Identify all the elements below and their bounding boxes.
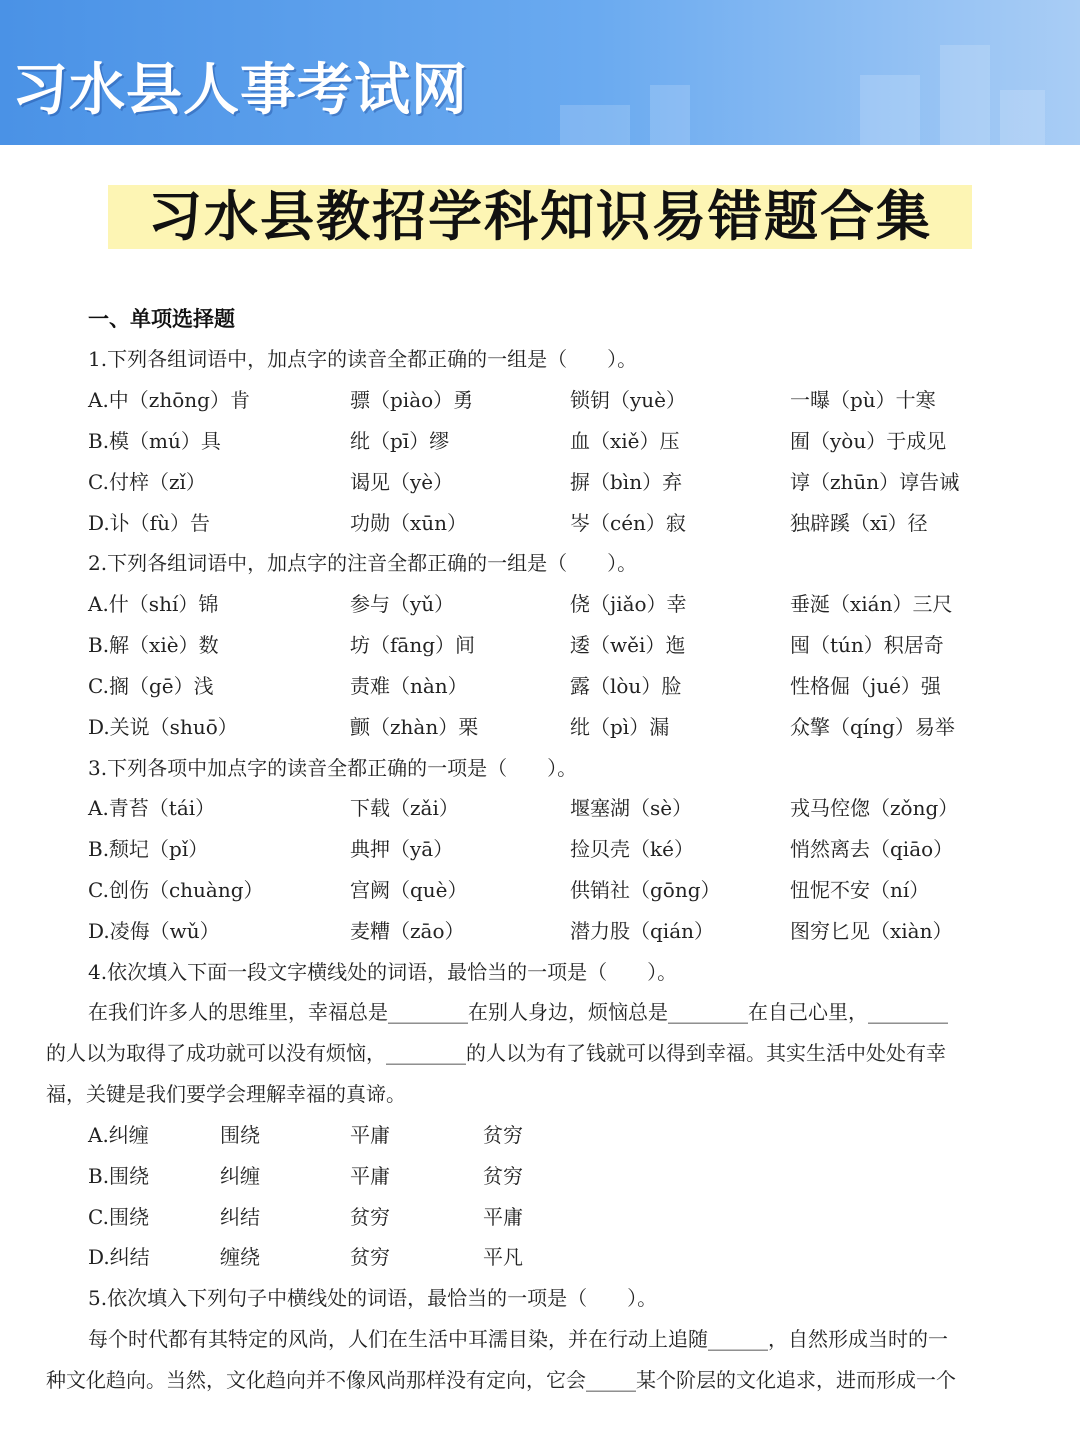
q4-option-a-item: 平庸 [350,1123,390,1147]
skyline-decoration [1000,90,1045,145]
q4-option-c-item: 纠结 [220,1205,260,1229]
q1-option-c-item: 摒（bìn）弃 [570,470,683,494]
question-4-stem: 4.依次填入下面一段文字横线处的词语，最恰当的一项是（ ）。 [88,960,678,984]
q3-option-d-item: 麦糟（zāo） [350,919,465,943]
q4-option-c-item: 贫穷 [350,1205,390,1229]
q4-option-d-item: 平凡 [483,1245,523,1269]
q1-option-c-item: 谒见（yè） [350,470,454,494]
q3-option-a-item: 下载（zǎi） [350,796,459,820]
q2-option-d: D.关说（shuō） [88,715,238,739]
q3-option-b-item: 悄然离去（qiāo） [790,837,954,861]
q4-option-b-item: 平庸 [350,1164,390,1188]
q5-passage-line: 种文化趋向。当然，文化趋向并不像风尚那样没有定向，它会_____某个阶层的文化追求，进而形成一个 [46,1368,956,1392]
q2-option-d-item: 众擎（qíng）易举 [790,715,955,739]
q1-option-d: D.讣（fù）告 [88,511,210,535]
q2-option-b: B.解（xiè）数 [88,633,219,657]
q2-option-c: C.搁（gē）浅 [88,674,214,698]
q1-option-a-item: 骠（piào）勇 [350,388,474,412]
q3-option-a: A.青苔（tái） [88,796,216,820]
q4-option-a-item: 贫穷 [483,1123,523,1147]
q4-option-d-item: 贫穷 [350,1245,390,1269]
q4-option-d-item: 缠绕 [220,1245,260,1269]
q4-passage-line: 的人以为取得了成功就可以没有烦恼，________的人以为有了钱就可以得到幸福。其实生活中处处有幸 [46,1041,946,1065]
skyline-decoration [860,75,920,145]
q4-option-c-item: 平庸 [483,1205,523,1229]
q2-option-b-item: 坊（fāng）间 [350,633,476,657]
q3-option-d-item: 潜力股（qián） [570,919,715,943]
q2-option-a: A.什（shí）锦 [88,592,219,616]
skyline-decoration [650,85,690,145]
q4-passage-line: 在我们许多人的思维里，幸福总是________在别人身边，烦恼总是________在自己心里，________ [88,1000,948,1024]
site-title: 习水县人事考试网 [12,58,468,123]
q3-option-d-item: 图穷匕见（xiàn） [790,919,953,943]
q1-option-a-item: 锁钥（yuè） [570,388,687,412]
header-banner [0,0,1080,145]
q3-option-a-item: 戎马倥偬（zǒng） [790,796,959,820]
q2-option-d-item: 纰（pì）漏 [570,715,670,739]
q1-option-b-item: 血（xiě）压 [570,429,680,453]
q5-passage-line: 每个时代都有其特定的风尚，人们在生活中耳濡目染，并在行动上追随______，自然形成当时的一 [88,1327,948,1351]
q4-option-b-item: 贫穷 [483,1164,523,1188]
q2-option-a-item: 参与（yǔ） [350,592,455,616]
q1-option-b-item: 囿（yòu）于成见 [790,429,947,453]
q4-passage-line: 福，关键是我们要学会理解幸福的真谛。 [46,1082,406,1106]
q2-option-a-item: 垂涎（xián）三尺 [790,592,953,616]
q3-option-c: C.创伤（chuàng） [88,878,264,902]
question-2-stem: 2.下列各组词语中，加点字的注音全都正确的一组是（ ）。 [88,551,638,575]
skyline-decoration [560,105,630,145]
q3-option-a-item: 堰塞湖（sè） [570,796,693,820]
q1-option-d-item: 功勋（xūn） [350,511,468,535]
q4-option-d: D.纠结 [88,1245,150,1269]
q2-option-c-item: 责难（nàn） [350,674,468,698]
document-title-box [108,185,972,249]
q4-option-b-item: 纠缠 [220,1164,260,1188]
q3-option-b: B.颓圮（pǐ） [88,837,209,861]
skyline-decoration [940,45,990,145]
section-heading: 一、单项选择题 [88,307,235,331]
q4-option-b: B.围绕 [88,1164,150,1188]
q4-option-a: A.纠缠 [88,1123,149,1147]
q1-option-c: C.付梓（zǐ） [88,470,206,494]
document-title: 习水县教招学科知识易错题合集 [148,185,932,248]
q1-option-d-item: 岑（cén）寂 [570,511,686,535]
q1-option-b: B.模（mú）具 [88,429,221,453]
q2-option-b-item: 逶（wěi）迤 [570,633,686,657]
question-1-stem: 1.下列各组词语中，加点字的读音全都正确的一组是（ ）。 [88,347,638,371]
q1-option-a-item: 一曝（pù）十寒 [790,388,936,412]
q3-option-d: D.凌侮（wǔ） [88,919,220,943]
q2-option-a-item: 侥（jiǎo）幸 [570,592,687,616]
q3-option-b-item: 捡贝壳（ké） [570,837,694,861]
q2-option-d-item: 颤（zhàn）栗 [350,715,479,739]
q3-option-c-item: 供销社（gōng） [570,878,721,902]
question-5-stem: 5.依次填入下列句子中横线处的词语，最恰当的一项是（ ）。 [88,1286,658,1310]
q1-option-b-item: 纰（pī）缪 [350,429,450,453]
q2-option-c-item: 性格倔（jué）强 [790,674,941,698]
question-3-stem: 3.下列各项中加点字的读音全都正确的一项是（ ）。 [88,756,578,780]
q4-option-a-item: 围绕 [220,1123,260,1147]
q4-option-c: C.围绕 [88,1205,149,1229]
q1-option-d-item: 独辟蹊（xī）径 [790,511,928,535]
q3-option-c-item: 宫阙（què） [350,878,468,902]
q1-option-a: A.中（zhōng）肯 [88,388,250,412]
q3-option-c-item: 忸怩不安（ní） [790,878,930,902]
q1-option-c-item: 谆（zhūn）谆告诫 [790,470,960,494]
q2-option-c-item: 露（lòu）脸 [570,674,682,698]
q2-option-b-item: 囤（tún）积居奇 [790,633,944,657]
q3-option-b-item: 典押（yā） [350,837,454,861]
